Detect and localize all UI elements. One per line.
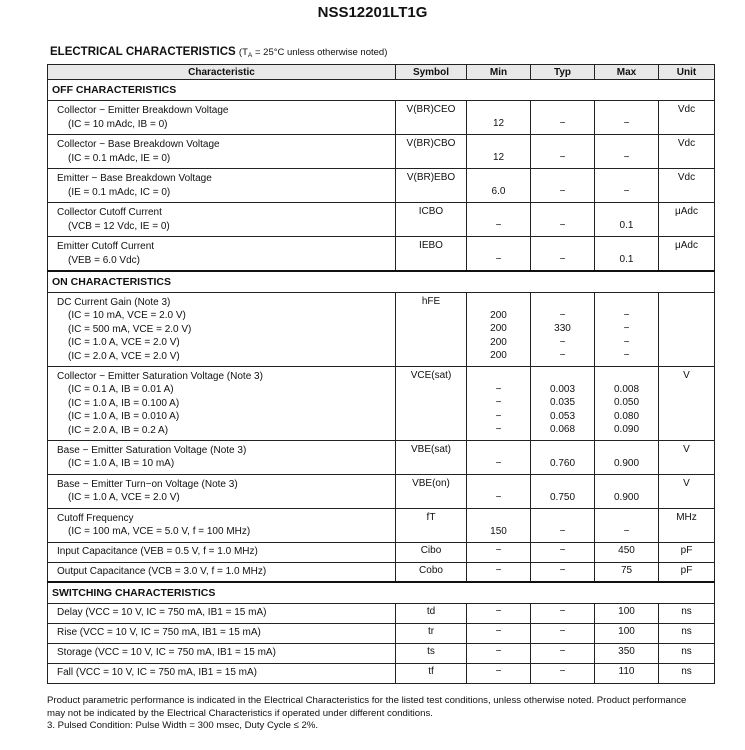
table-row: Fall (VCC = 10 V, IC = 750 mA, IB1 = 15 mA) tf − − 110 ns (48, 664, 715, 684)
col-characteristic: Characteristic (48, 65, 396, 80)
table-heading (50, 46, 387, 58)
section-off: OFF CHARACTERISTICS (48, 80, 715, 101)
note-3: 3. Pulsed Condition: Pulse Width = 300 msec, Duty Cycle ≤ 2%. (47, 720, 319, 731)
disclaimer-text: Product parametric performance is indicated in the Electrical Characteristics for the listed test conditions, unless otherwise noted. Product performance may not be indicated by the Electrical Characteristics if operated under different conditions. (47, 695, 687, 719)
table-row: DC Current Gain (Note 3) (IC = 10 mA, VCE = 2.0 V) (IC = 500 mA, VCE = 2.0 V) (IC = 1.0 A, VCE = 2.0 V) (IC = 2.0 A, VCE = 2.0 V) hFE 200 200 200 200 − 330 − − − − − − (48, 292, 715, 366)
table-row: Emitter − Base Breakdown Voltage (IE = 0.1 mAdc, IC = 0) V(BR)EBO 6.0 − − Vdc (48, 169, 715, 203)
table-row: Emitter Cutoff Current (VEB = 6.0 Vdc) IEBO − − 0.1 μAdc (48, 237, 715, 271)
table-row: Base − Emitter Turn−on Voltage (Note 3) (IC = 1.0 A, VCE = 2.0 V) VBE(on) − 0.750 0.900 V (48, 474, 715, 508)
col-unit: Unit (659, 65, 715, 80)
footnotes (47, 695, 707, 733)
section-on: ON CHARACTERISTICS (48, 271, 715, 293)
table-row: Collector − Emitter Saturation Voltage (Note 3) (IC = 0.1 A, IB = 0.01 A) (IC = 1.0 A, IB = 0.100 A) (IC = 1.0 A, IB = 0.010 A) (IC = 2.0 A, IB = 0.2 A) VCE(sat) − − − − 0.003 0.035 0.053 0.068 0.008 0.050 0.080 0.090 V (48, 366, 715, 440)
table-row: Input Capacitance (VEB = 0.5 V, f = 1.0 MHz) Cibo − − 450 pF (48, 542, 715, 562)
col-symbol: Symbol (396, 65, 467, 80)
table-row: Cutoff Frequency (IC = 100 mA, VCE = 5.0 V, f = 100 MHz) fT 150 − − MHz (48, 508, 715, 542)
header-row (48, 65, 715, 80)
table-row: Base − Emitter Saturation Voltage (Note 3) (IC = 1.0 A, IB = 10 mA) VBE(sat) − 0.760 0.900 V (48, 440, 715, 474)
heading-condition: ($T_A = 25^\circ C$ unless otherwise noted) (238, 47, 388, 59)
table-row: Collector − Base Breakdown Voltage (IC = 0.1 mAdc, IE = 0) V(BR)CBO 12 − − Vdc (48, 135, 715, 169)
table-row: Collector Cutoff Current (VCB = 12 Vdc, IE = 0) ICBO − − 0.1 μAdc (48, 203, 715, 237)
col-min: Min (467, 65, 531, 80)
table-row: Storage (VCC = 10 V, IC = 750 mA, IB1 = 15 mA) ts − − 350 ns (48, 644, 715, 664)
section-switching: SWITCHING CHARACTERISTICS (48, 582, 715, 604)
electrical-characteristics-table (47, 64, 715, 684)
col-typ: Typ (531, 65, 595, 80)
table-row: Output Capacitance (VCB = 3.0 V, f = 1.0 MHz) Cobo − − 75 pF (48, 562, 715, 582)
table-row: Collector − Emitter Breakdown Voltage (IC = 10 mAdc, IB = 0) V(BR)CEO 12 − − Vdc (48, 101, 715, 135)
table-row: Rise (VCC = 10 V, IC = 750 mA, IB1 = 15 mA) tr − − 100 ns (48, 624, 715, 644)
heading-main: ELECTRICAL CHARACTERISTICS (50, 46, 236, 58)
col-max: Max (595, 65, 659, 80)
document-title: NSS12201LT1G (317, 4, 428, 21)
table-row: Delay (VCC = 10 V, IC = 750 mA, IB1 = 15 mA) td − − 100 ns (48, 604, 715, 624)
